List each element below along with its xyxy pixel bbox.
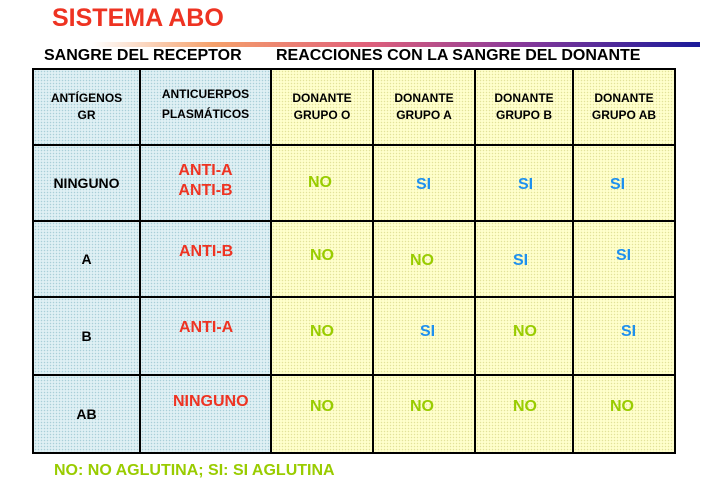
col-header-line: PLASMÁTICOS — [161, 106, 250, 121]
reaction-cell-b — [475, 145, 573, 221]
reaction-value: SI — [416, 176, 432, 193]
col-header-donante-a — [373, 69, 475, 145]
reaction-cell-b — [475, 221, 573, 297]
col-header-antigenos — [33, 69, 140, 145]
reaction-value: SI — [518, 176, 534, 193]
abo-table — [32, 68, 676, 454]
reaction-value: NO — [308, 174, 332, 191]
table-row — [33, 221, 675, 297]
table-row — [33, 297, 675, 375]
col-header-line: DONANTE — [594, 91, 654, 105]
antibody-label: ANTI-B — [179, 243, 234, 260]
reaction-cell-a — [373, 297, 475, 375]
reaction-value: NO — [310, 398, 334, 415]
col-header-line: GRUPO A — [396, 108, 452, 122]
reaction-cell-ab — [573, 221, 675, 297]
reaction-value: NO — [513, 323, 537, 340]
reaction-value: NO — [310, 323, 334, 340]
reaction-cell-o — [271, 145, 373, 221]
col-header-donante-ab — [573, 69, 675, 145]
antibodies-cell — [140, 297, 271, 375]
reaction-value: SI — [610, 176, 626, 193]
col-header-line: DONANTE — [292, 91, 352, 105]
col-header-donante-b — [475, 69, 573, 145]
col-header-line: ANTÍGENOS — [50, 91, 123, 105]
col-header-line: DONANTE — [494, 91, 554, 105]
col-header-donante-o — [271, 69, 373, 145]
page-title: SISTEMA ABO — [52, 4, 224, 32]
reaction-cell-b — [475, 375, 573, 453]
reaction-cell-o — [271, 221, 373, 297]
reaction-cell-a — [373, 375, 475, 453]
antigen-cell: B — [33, 297, 140, 375]
reaction-cell-ab — [573, 375, 675, 453]
reaction-cell-b — [475, 297, 573, 375]
reaction-cell-o — [271, 297, 373, 375]
reaction-cell-ab — [573, 297, 675, 375]
antigen-cell: NINGUNO — [33, 145, 140, 221]
reaction-cell-o — [271, 375, 373, 453]
antibody-label: NINGUNO — [173, 393, 249, 410]
reaction-cell-ab — [573, 145, 675, 221]
col-header-line: ANTICUERPOS — [161, 86, 250, 101]
reaction-value: SI — [420, 323, 436, 340]
col-header-line: GRUPO O — [293, 108, 351, 122]
antibodies-cell — [140, 375, 271, 453]
reaction-value: NO — [310, 247, 334, 264]
antigen-cell: A — [33, 221, 140, 297]
antibodies-cell — [140, 221, 271, 297]
reaction-value: NO — [610, 398, 634, 415]
reacciones-header: REACCIONES CON LA SANGRE DEL DONANTE — [276, 47, 641, 64]
reaction-value: SI — [621, 323, 637, 340]
reaction-cell-a — [373, 221, 475, 297]
table-header-row — [33, 69, 675, 145]
receptor-header: SANGRE DEL RECEPTOR — [44, 47, 242, 64]
col-header-line: GR — [77, 108, 96, 122]
antibody-label: ANTI-B — [178, 182, 233, 199]
col-header-line: GRUPO B — [495, 108, 552, 122]
reaction-value: SI — [616, 247, 632, 264]
reaction-value: NO — [513, 398, 537, 415]
reaction-value: NO — [410, 252, 434, 269]
antigen-cell: AB — [33, 375, 140, 453]
antibodies-cell — [140, 145, 271, 221]
legend: NO: NO AGLUTINA; SI: SI AGLUTINA — [54, 462, 335, 479]
antibody-label: ANTI-A — [178, 162, 233, 179]
col-header-anticuerpos — [140, 69, 271, 145]
col-header-line: DONANTE — [394, 91, 454, 105]
table-row — [33, 145, 675, 221]
reaction-value: NO — [410, 398, 434, 415]
table-row — [33, 375, 675, 453]
antibody-label: ANTI-A — [179, 319, 234, 336]
reaction-value: SI — [513, 252, 529, 269]
col-header-line: GRUPO AB — [591, 108, 657, 122]
reaction-cell-a — [373, 145, 475, 221]
